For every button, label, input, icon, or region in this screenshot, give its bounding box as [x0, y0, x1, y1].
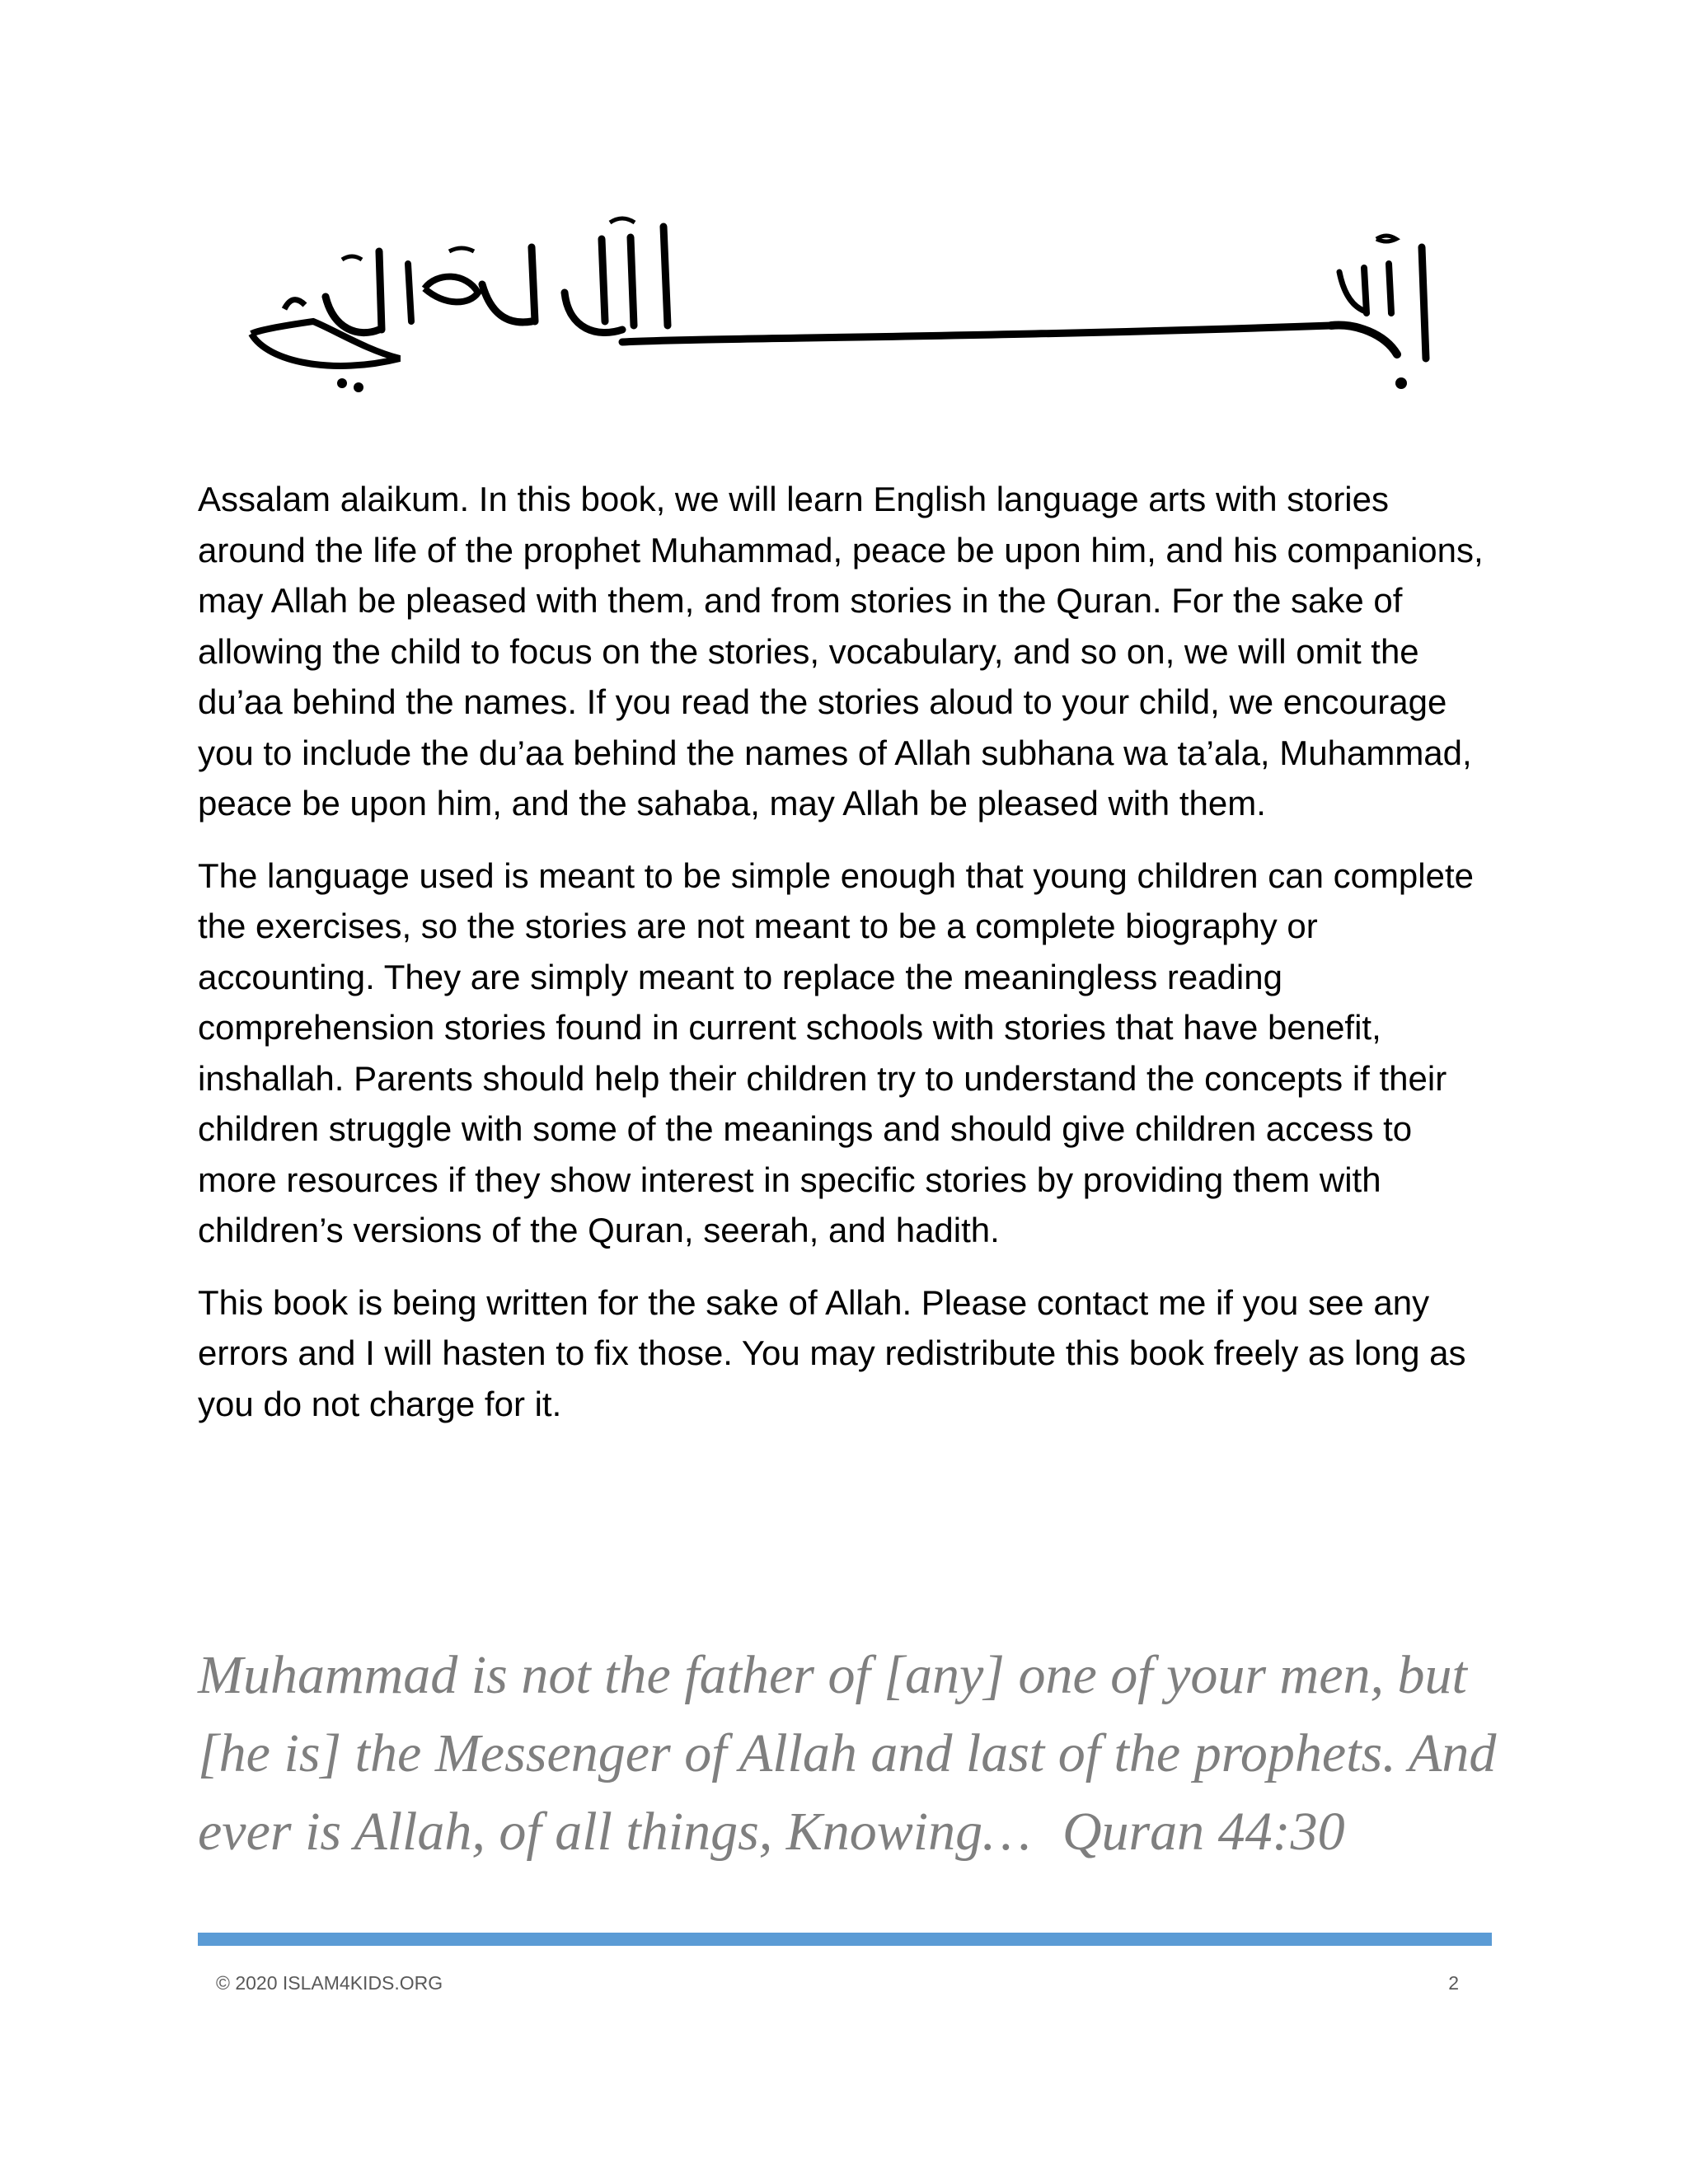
intro-text	[198, 474, 1500, 1451]
quote-text: Muhammad is not the father of [any] one of your men, but [he is] the Messenger of Allah and last of the prophets. And ever is Allah, of all things, Knowing…	[198, 1645, 1497, 1862]
quran-quote	[198, 1636, 1508, 1871]
footer-copyright: © 2020 ISLAM4KIDS.ORG	[216, 1972, 443, 1994]
quote-citation: Quran 44:30	[1062, 1802, 1345, 1862]
intro-paragraph: Assalam alaikum. In this book, we will learn English language arts with stories around the life of the prophet Muhammad, peace be upon him, and his companions, may Allah be pleased with them, and from stories in the Quran. For the sake of allowing the child to focus on the stories, vocabulary, and so on, we will omit the du’aa behind the names. If you read the stories aloud to your child, we encourage you to include the du’aa behind the names of Allah subhana wa ta’ala, Muhammad, peace be upon him, and the sahaba, may Allah be pleased with them.	[198, 480, 1484, 823]
intro-paragraph: This book is being written for the sake of Allah. Please contact me if you see any errors and I will hasten to fix those. You may redistribute this book freely as long as you do not charge for it.	[198, 1282, 1466, 1423]
footer-divider	[198, 1933, 1492, 1946]
basmala-calligraphy	[235, 214, 1455, 420]
basmala-calligraphy-image	[235, 214, 1455, 420]
page-number: 2	[1448, 1972, 1459, 1994]
intro-paragraph: The language used is meant to be simple enough that young children can complete the exercises, so the stories are not meant to be a complete biography or accounting. They are simply meant to replace the meaningless reading comprehension stories found in current schools with stories that have benefit, inshallah. Parents should help their children try to understand the concepts if their children struggle with some of the meanings and should give children access to more resources if they show interest in specific stories by providing them with children’s versions of the Quran, seerah, and hadith.	[198, 855, 1475, 1249]
